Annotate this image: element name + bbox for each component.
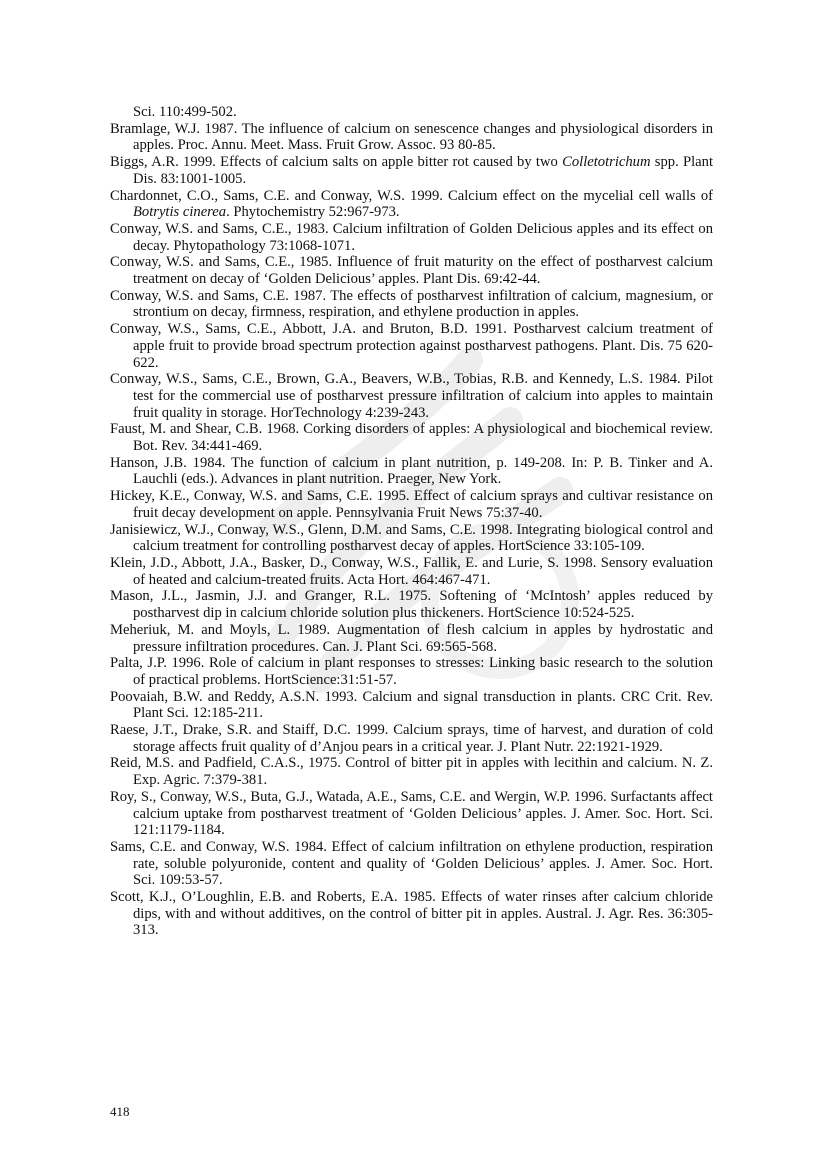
reference-text: Sci. 110:499-502. (133, 104, 237, 120)
reference-text: Conway, W.S., Sams, C.E., Abbott, J.A. and Bruton, B.D. 1991. Postharvest calcium treatment of apple fruit to provide broad spectrum protection against postharvest pathogens. Plant. Dis. 75 620-622. (110, 321, 713, 371)
reference-text: Reid, M.S. and Padfield, C.A.S., 1975. Control of bitter pit in apples with lecithin and calcium. N. Z. Exp. Agric. 7:379-381. (110, 755, 713, 789)
reference-entry (110, 555, 713, 588)
page-number: 418 (110, 1104, 130, 1119)
reference-text: Meheriuk, M. and Moyls, L. 1989. Augmentation of flesh calcium in apples by hydrostatic and pressure infiltration procedures. Can. J. Plant Sci. 69:565-568. (110, 621, 713, 655)
reference-text: Hickey, K.E., Conway, W.S. and Sams, C.E. 1995. Effect of calcium sprays and cultivar resistance on fruit decay development on apple. Pennsylvania Fruit News 75:37-40. (110, 488, 713, 521)
reference-entry (110, 839, 713, 889)
reference-entry (110, 371, 713, 421)
reference-text: Mason, J.L., Jasmin, J.J. and Granger, R.L. 1975. Softening of ‘McIntosh’ apples reduced by postharvest dip in calcium chloride solution plus thickeners. HortScience 10:524-525. (110, 588, 713, 622)
reference-entry (110, 288, 713, 321)
reference-text: Klein, J.D., Abbott, J.A., Basker, D., Conway, W.S., Fallik, E. and Lurie, S. 1998. Sensory evaluation of heated and calcium-treated fruits. Acta Hort. 464:467-471. (110, 554, 713, 588)
reference-text: Chardonnet, C.O., Sams, C.E. and Conway, W.S. 1999. Calcium effect on the mycelial cell walls of (110, 187, 713, 204)
reference-entry (110, 104, 713, 121)
reference-text: Conway, W.S. and Sams, C.E., 1983. Calcium infiltration of Golden Delicious apples and its effect on decay. Phytopathology 73:1068-1071. (110, 220, 713, 254)
reference-entry (110, 121, 713, 154)
reference-text: Conway, W.S. and Sams, C.E. 1987. The effects of postharvest infiltration of calcium, magnesium, or strontium on decay, firmness, respiration, and ethylene production in apples. (110, 287, 713, 321)
reference-text: Conway, W.S. and Sams, C.E., 1985. Influence of fruit maturity on the effect of postharvest calcium treatment on decay of ‘Golden Delicious’ apples. Plant Dis. 69:42-44. (110, 254, 713, 288)
reference-entry (110, 321, 713, 371)
reference-entry (110, 889, 713, 939)
reference-entry (110, 789, 713, 839)
reference-entry (110, 188, 713, 221)
reference-text: spp. Plant Dis. 83:1001-1005. (133, 154, 714, 187)
reference-text: Scott, K.J., O’Loughlin, E.B. and Roberts, E.A. 1985. Effects of water rinses after calcium chloride dips, with and without additives, on the control of bitter pit in apples. Austral. J. Agr. Res. 36:305-313. (110, 889, 713, 939)
reference-entry (110, 522, 713, 555)
reference-text: Roy, S., Conway, W.S., Buta, G.J., Watada, A.E., Sams, C.E. and Wergin, W.P. 1996. Surfactants affect calcium uptake from postharvest treatment of ‘Golden Delicious’ apples. J. Amer. Soc. Hort. Sci. 121:1179-1184. (110, 788, 713, 839)
reference-text: Faust, M. and Shear, C.B. 1968. Corking disorders of apples: A physiological and biochemical review. Bot. Rev. 34:441-469. (110, 421, 713, 455)
reference-italic-text: Botrytis cinerea (133, 204, 227, 221)
reference-entry (110, 722, 713, 755)
reference-entry (110, 154, 713, 187)
reference-entry (110, 689, 713, 722)
reference-italic-text: Colletotrichum (562, 154, 651, 171)
reference-text: Bramlage, W.J. 1987. The influence of calcium on senescence changes and physiological disorders in apples. Proc. Annu. Meet. Mass. Fruit Grow. Assoc. 93 80-85. (110, 120, 713, 154)
reference-list (110, 104, 713, 939)
reference-text: . Phytochemistry 52:967-973. (226, 204, 400, 221)
reference-text: Raese, J.T., Drake, S.R. and Staiff, D.C. 1999. Calcium sprays, time of harvest, and duration of cold storage affects fruit quality of d’Anjou pears in a critical year. J. Plant Nutr. 22:1921-1929. (110, 722, 713, 755)
reference-entry (110, 455, 713, 488)
reference-entry (110, 622, 713, 655)
reference-entry (110, 421, 713, 454)
reference-text: Conway, W.S., Sams, C.E., Brown, G.A., Beavers, W.B., Tobias, R.B. and Kennedy, L.S. 1984. Pilot test for the commercial use of postharvest pressure infiltration of calcium into apples to maintain fruit quality in storage. HorTechnology 4:239-243. (110, 371, 713, 421)
reference-text: Hanson, J.B. 1984. The function of calcium in plant nutrition, p. 149-208. In: P. B. Tinker and A. Lauchli (eds.). Advances in plant nutrition. Praeger, New York. (110, 454, 713, 488)
reference-entry (110, 655, 713, 688)
reference-entry (110, 488, 713, 521)
reference-text: Biggs, A.R. 1999. Effects of calcium salts on apple bitter rot caused by two (110, 154, 563, 171)
reference-text: Sams, C.E. and Conway, W.S. 1984. Effect of calcium infiltration on ethylene production, respiration rate, soluble polyuronide, content and quality of ‘Golden Delicious’ apples. J. Amer. Soc. Hort. Sci. 109:53-57. (110, 838, 713, 889)
reference-entry (110, 254, 713, 287)
reference-entry (110, 755, 713, 788)
reference-text: Palta, J.P. 1996. Role of calcium in plant responses to stresses: Linking basic research to the solution of practical problems. HortScience:31:51-57. (110, 655, 713, 688)
reference-entry (110, 588, 713, 621)
reference-entry (110, 221, 713, 254)
reference-text: Janisiewicz, W.J., Conway, W.S., Glenn, D.M. and Sams, C.E. 1998. Integrating biological control and calcium treatment for controlling postharvest decay of apples. HortScience 33:105-109. (110, 521, 713, 555)
reference-text: Poovaiah, B.W. and Reddy, A.S.N. 1993. Calcium and signal transduction in plants. CRC Crit. Rev. Plant Sci. 12:185-211. (110, 688, 713, 722)
